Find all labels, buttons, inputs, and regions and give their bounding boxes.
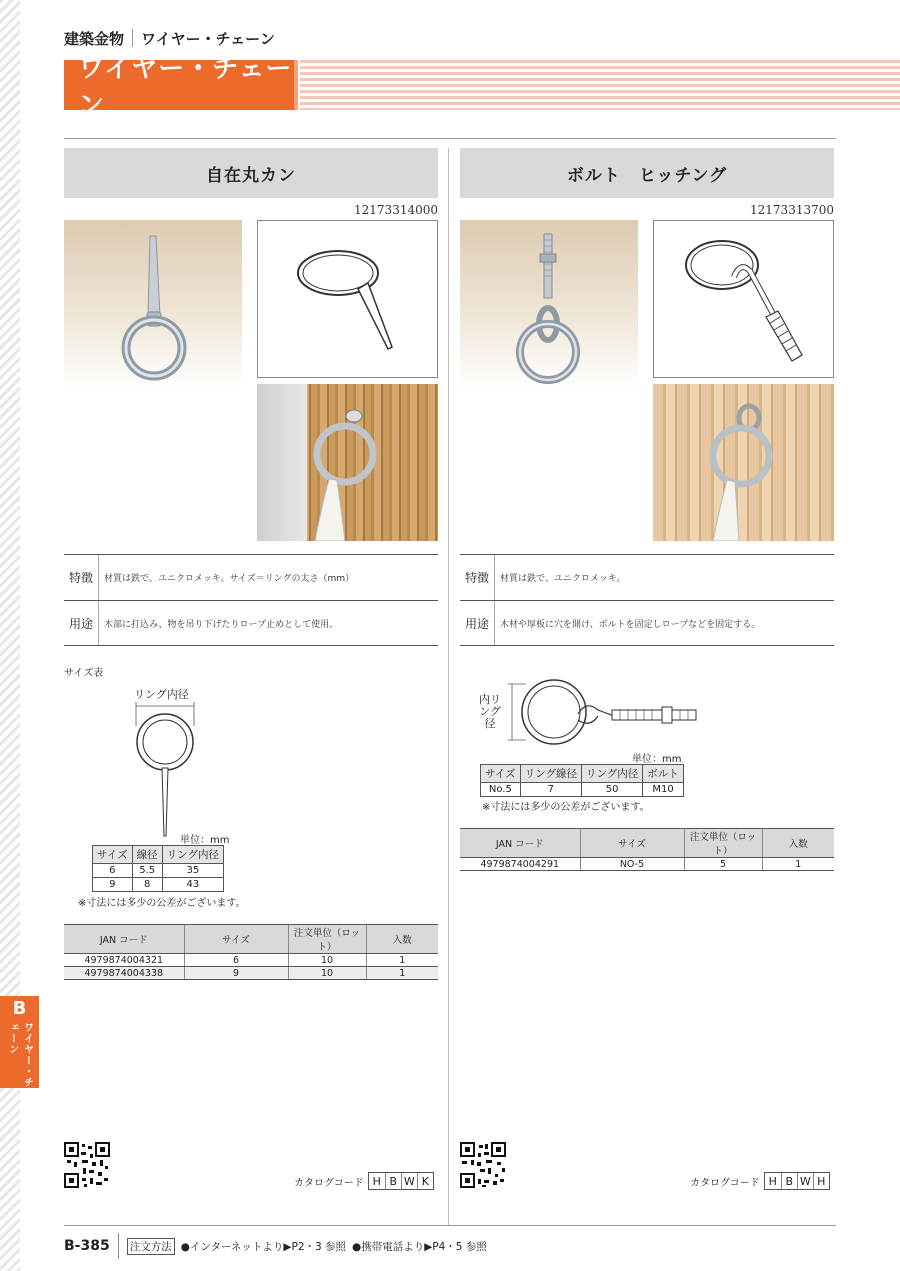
column-divider <box>448 148 449 1226</box>
size-cell: 35 <box>162 864 223 878</box>
product-title: 自在丸カン <box>64 148 438 198</box>
spec-row-feature <box>64 554 438 600</box>
page-number: B-385 <box>64 1238 110 1254</box>
spec-text: 材質は鉄で、ユニクロメッキ。 <box>500 574 626 584</box>
product-line-drawing <box>653 220 834 378</box>
catalog-code-char: W <box>401 1173 417 1189</box>
product-code: 12173313700 <box>750 203 834 217</box>
size-cell: 50 <box>581 783 642 797</box>
product-usage-photo <box>257 384 438 541</box>
catalog-code-char: H <box>372 1174 381 1188</box>
jan-header-cell: JAN コード <box>64 925 184 954</box>
catalog-code-char: K <box>417 1173 433 1189</box>
jan-table-row <box>64 967 438 980</box>
size-table <box>480 764 684 797</box>
jan-table-row <box>460 858 834 871</box>
jan-cell: 10 <box>288 967 366 980</box>
order-method-label: 注文方法 <box>127 1238 175 1255</box>
size-table-row <box>93 864 224 878</box>
order-mobile: ●携帯電話より▶P4・5 参照 <box>352 1240 487 1253</box>
section-banner: ワイヤー・チェーン <box>64 60 294 110</box>
catalog-code-char: H <box>813 1173 829 1189</box>
qr-code[interactable] <box>460 1142 506 1188</box>
spec-text: 材質は鉄で、ユニクロメッキ。サイズ＝リングの太さ（mm） <box>104 574 355 584</box>
size-cell: M10 <box>643 783 684 797</box>
qr-code[interactable] <box>64 1142 110 1188</box>
unit-label: 単位：mm <box>632 754 682 765</box>
spec-row-usage <box>460 600 834 646</box>
spec-row-usage <box>64 600 438 646</box>
jan-table <box>460 828 834 871</box>
footer-separator <box>118 1233 119 1259</box>
jan-cell: 1 <box>366 967 438 980</box>
size-table-header-cell: ボルト <box>643 765 684 783</box>
catalog-code-char: H <box>768 1174 777 1188</box>
jan-cell: NO-5 <box>580 858 684 871</box>
tolerance-note: ※寸法には多少の公差がございます。 <box>78 898 246 909</box>
tolerance-note: ※寸法には多少の公差がございます。 <box>482 802 650 813</box>
breadcrumb-separator <box>132 29 133 47</box>
product-bolt-hitching <box>460 148 834 1189</box>
jan-cell: 9 <box>184 967 288 980</box>
catalog-code-char: B <box>781 1173 797 1189</box>
size-cell: 43 <box>162 878 223 892</box>
top-divider <box>64 138 836 139</box>
size-table-row <box>93 878 224 892</box>
jan-cell: 6 <box>184 954 288 967</box>
jan-cell: 1 <box>762 858 834 871</box>
size-table-header-cell: 線径 <box>132 846 162 864</box>
catalog-code <box>294 1172 434 1190</box>
jan-header-cell: 入数 <box>762 829 834 858</box>
size-cell: 9 <box>93 878 133 892</box>
product-line-drawing <box>257 220 438 378</box>
catalog-label: カタログコード <box>294 1177 364 1189</box>
spec-row-feature <box>460 554 834 600</box>
size-cell: No.5 <box>481 783 521 797</box>
size-cell: 5.5 <box>132 864 162 878</box>
banner-stripes <box>300 60 900 110</box>
breadcrumb-subcategory: ワイヤー・チェーン <box>141 30 275 48</box>
unit-label: 単位：mm <box>180 835 230 846</box>
size-table-header <box>481 765 684 783</box>
jan-header-cell: JAN コード <box>460 829 580 858</box>
product-jizai-marukan <box>64 148 438 1189</box>
size-table-heading: サイズ表 <box>64 668 104 679</box>
diagram-label: リング内径 <box>134 688 189 701</box>
side-tab-label: ワイヤー・チェーン <box>6 1022 33 1088</box>
catalog-code <box>690 1172 830 1190</box>
spec-label: 特徴 <box>460 555 495 600</box>
product-photo <box>460 220 638 390</box>
size-table-header-cell: リング線径 <box>520 765 581 783</box>
spec-text: 木材や厚板に穴を開け、ボルトを固定しロープなどを固定する。 <box>500 619 761 630</box>
size-table-header <box>93 846 224 864</box>
size-table-row <box>481 783 684 797</box>
size-cell: 8 <box>132 878 162 892</box>
size-cell: 7 <box>520 783 581 797</box>
product-photo <box>64 220 242 390</box>
spec-label: 特徴 <box>64 555 99 600</box>
jan-table <box>64 924 438 980</box>
jan-header-cell: 入数 <box>366 925 438 954</box>
spec-label: 用途 <box>460 601 495 645</box>
product-usage-photo <box>653 384 834 541</box>
bottom-divider <box>64 1225 836 1226</box>
order-internet: ●インターネットより▶P2・3 参照 <box>180 1240 347 1253</box>
jan-header-cell: サイズ <box>580 829 684 858</box>
size-table <box>92 845 224 892</box>
jan-table-header <box>64 925 438 954</box>
size-table-header-cell: リング内径 <box>581 765 642 783</box>
size-table-header-cell: サイズ <box>481 765 521 783</box>
jan-cell: 5 <box>684 858 762 871</box>
spec-text: 木部に打込み、物を吊り下げたりロープ止めとして使用。 <box>104 619 339 630</box>
catalog-code-box <box>764 1172 830 1190</box>
size-table-header-cell: サイズ <box>93 846 133 864</box>
catalog-code-char: B <box>385 1173 401 1189</box>
side-tab-letter: B <box>12 998 27 1019</box>
jan-cell: 4979874004321 <box>64 954 184 967</box>
jan-cell: 1 <box>366 954 438 967</box>
product-title: ボルト ヒッチング <box>460 148 834 198</box>
spec-table <box>460 554 834 646</box>
breadcrumb <box>64 28 275 49</box>
catalog-label: カタログコード <box>690 1177 760 1189</box>
diagram-label: 内リング径 <box>479 693 501 730</box>
catalog-code-box <box>368 1172 434 1190</box>
breadcrumb-category: 建築金物 <box>64 30 125 48</box>
size-table-header-cell: リング内径 <box>162 846 223 864</box>
size-cell: 6 <box>93 864 133 878</box>
jan-cell: 4979874004338 <box>64 967 184 980</box>
jan-table-header <box>460 829 834 858</box>
product-code: 12173314000 <box>354 203 438 217</box>
jan-cell: 4979874004291 <box>460 858 580 871</box>
spec-label: 用途 <box>64 601 99 645</box>
jan-header-cell: 注文単位（ロット） <box>288 925 366 954</box>
jan-header-cell: 注文単位（ロット） <box>684 829 762 858</box>
footer <box>64 1236 487 1256</box>
jan-cell: 10 <box>288 954 366 967</box>
jan-header-cell: サイズ <box>184 925 288 954</box>
jan-table-row <box>64 954 438 967</box>
section-side-tab <box>0 996 39 1088</box>
spec-table <box>64 554 438 646</box>
catalog-code-char: W <box>797 1173 813 1189</box>
